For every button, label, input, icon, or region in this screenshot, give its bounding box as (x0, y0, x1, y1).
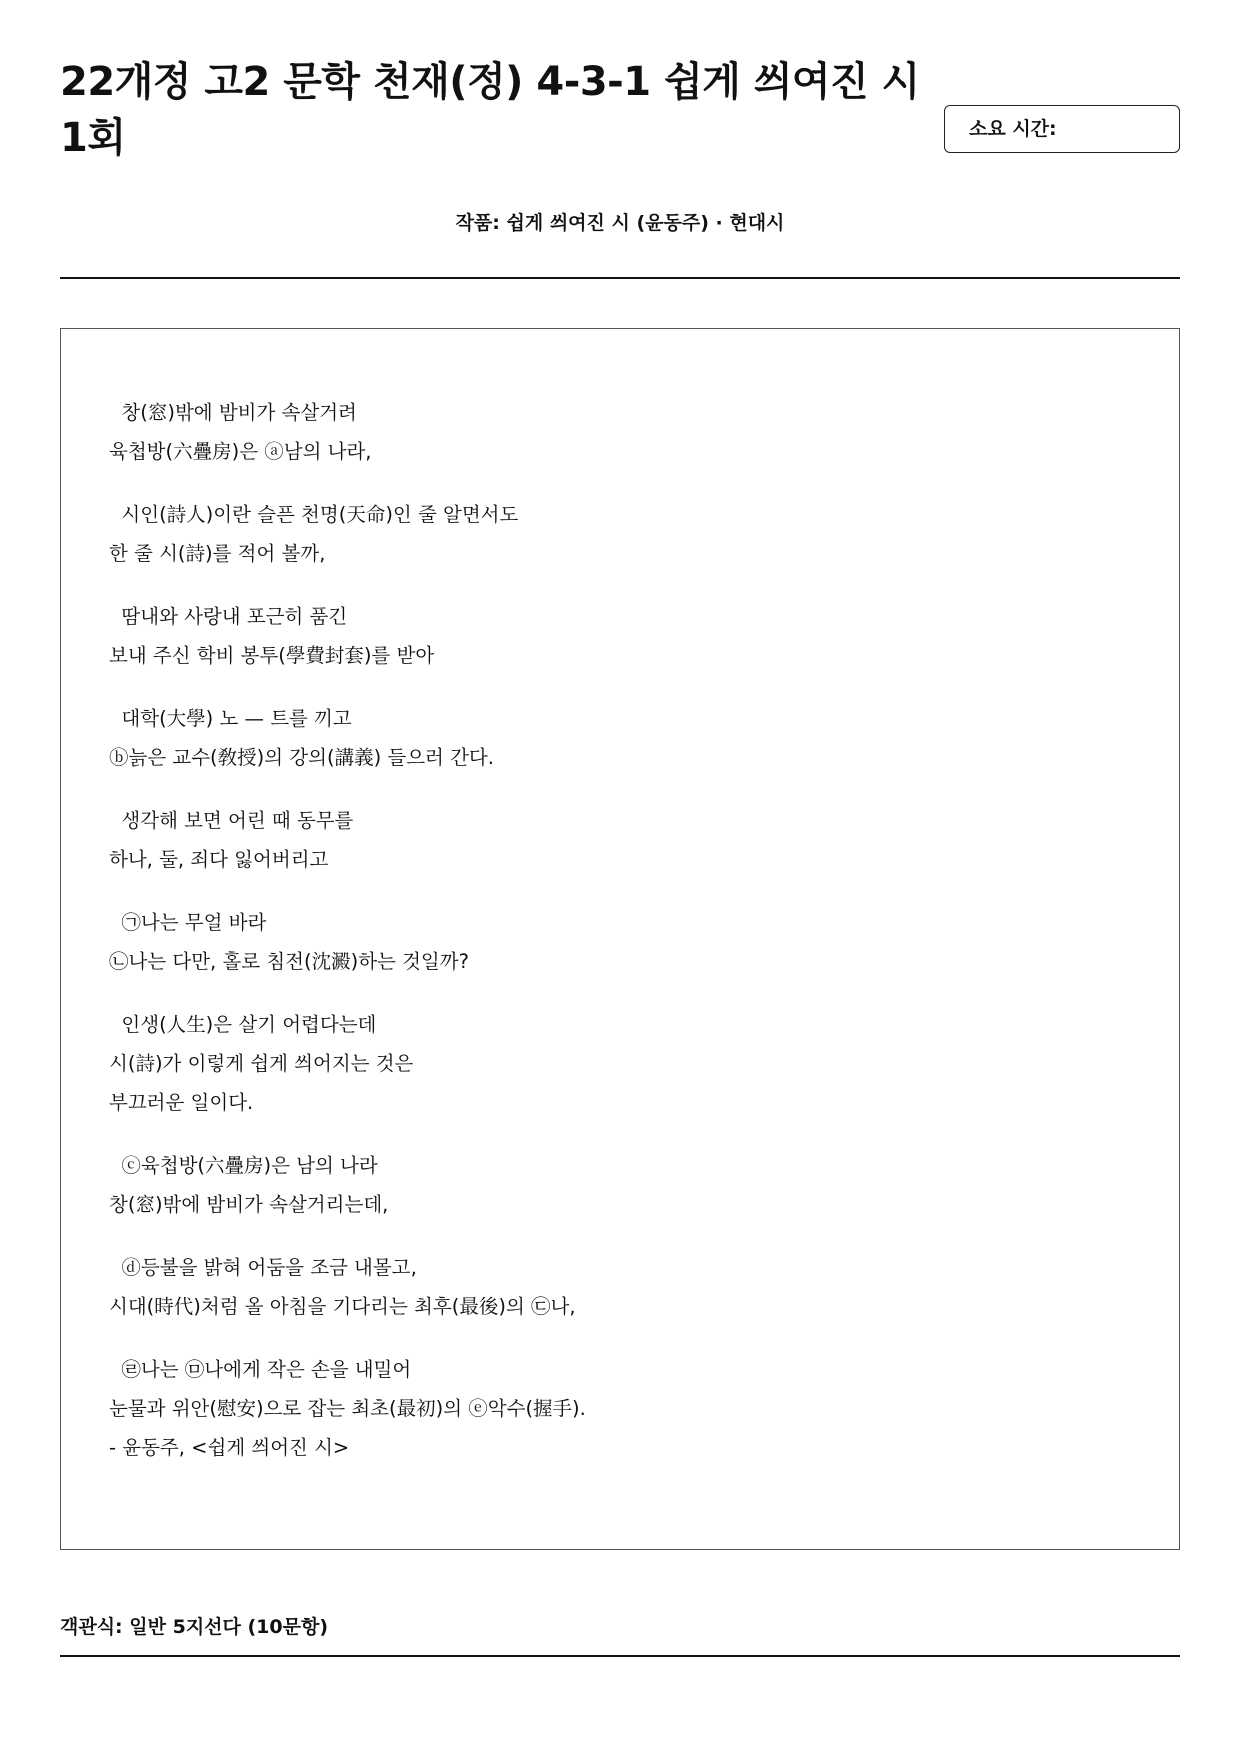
poem-line: 생각해 보면 어린 때 동무를 (109, 809, 354, 832)
header-divider (60, 277, 1180, 279)
section-divider (60, 1655, 1180, 1657)
poem-line: 하나, 둘, 죄다 잃어버리고 (109, 848, 329, 871)
poem-line: 보내 주신 학비 봉투(學費封套)를 받아 (109, 644, 435, 667)
stanza (109, 1248, 1179, 1326)
section-label: 객관식: 일반 5지선다 (10문항) (60, 1616, 329, 1638)
poem-line: 대학(大學) 노 — 트를 끼고 (109, 707, 352, 730)
poem-line: 부끄러운 일이다. (109, 1091, 254, 1114)
stanza (109, 903, 1179, 981)
poem-line: 시대(時代)처럼 올 아침을 기다리는 최후(最後)의 ㉢나, (109, 1295, 576, 1318)
poem-line: 창(窓)밖에 밤비가 속살거려 (109, 401, 357, 424)
poem-line: ㉡나는 다만, 홀로 침전(沈澱)하는 것일까? (109, 950, 469, 973)
poem-line: 시인(詩人)이란 슬픈 천명(天命)인 줄 알면서도 (109, 503, 519, 526)
stanza (109, 699, 1179, 777)
poem-line: ㉠나는 무얼 바라 (109, 911, 267, 934)
poem-line: 인생(人生)은 살기 어렵다는데 (109, 1013, 377, 1036)
time-field (944, 105, 1180, 153)
stanza (109, 1146, 1179, 1224)
stanza (109, 801, 1179, 879)
poem-line: ⓒ육첩방(六疊房)은 남의 나라 (109, 1154, 378, 1177)
poem-line: ⓓ등불을 밝혀 어둠을 조금 내몰고, (109, 1256, 417, 1279)
poem-line: ⓑ늙은 교수(敎授)의 강의(講義) 들으러 간다. (109, 746, 494, 769)
poem-line: ㉣나는 ㉤나에게 작은 손을 내밀어 (109, 1358, 412, 1381)
poem-line: 눈물과 위안(慰安)으로 잡는 최초(最初)의 ⓔ악수(握手). (109, 1397, 586, 1420)
stanza (109, 495, 1179, 573)
poem-line: 창(窓)밖에 밤비가 속살거리는데, (109, 1193, 389, 1216)
poem-line: 육첩방(六疊房)은 ⓐ남의 나라, (109, 440, 372, 463)
time-label: 소요 시간: (969, 118, 1057, 140)
poem-line: 한 줄 시(詩)를 적어 볼까, (109, 542, 326, 565)
poem-line: 시(詩)가 이렇게 쉽게 씌어지는 것은 (109, 1052, 414, 1075)
stanza (109, 393, 1179, 471)
work-subtitle: 작품: 쉽게 씌여진 시 (윤동주) · 현대시 (455, 212, 785, 234)
poem-source: - 윤동주, <쉽게 씌어진 시> (109, 1436, 350, 1459)
page-title: 22개정 고2 문학 천재(정) 4-3-1 쉽게 씌여진 시 1회 (60, 59, 920, 161)
poem-passage-box (60, 328, 1180, 1550)
stanza (109, 1350, 1179, 1467)
poem-line: 땀내와 사랑내 포근히 품긴 (109, 605, 348, 628)
stanza (109, 1005, 1179, 1122)
stanza (109, 597, 1179, 675)
